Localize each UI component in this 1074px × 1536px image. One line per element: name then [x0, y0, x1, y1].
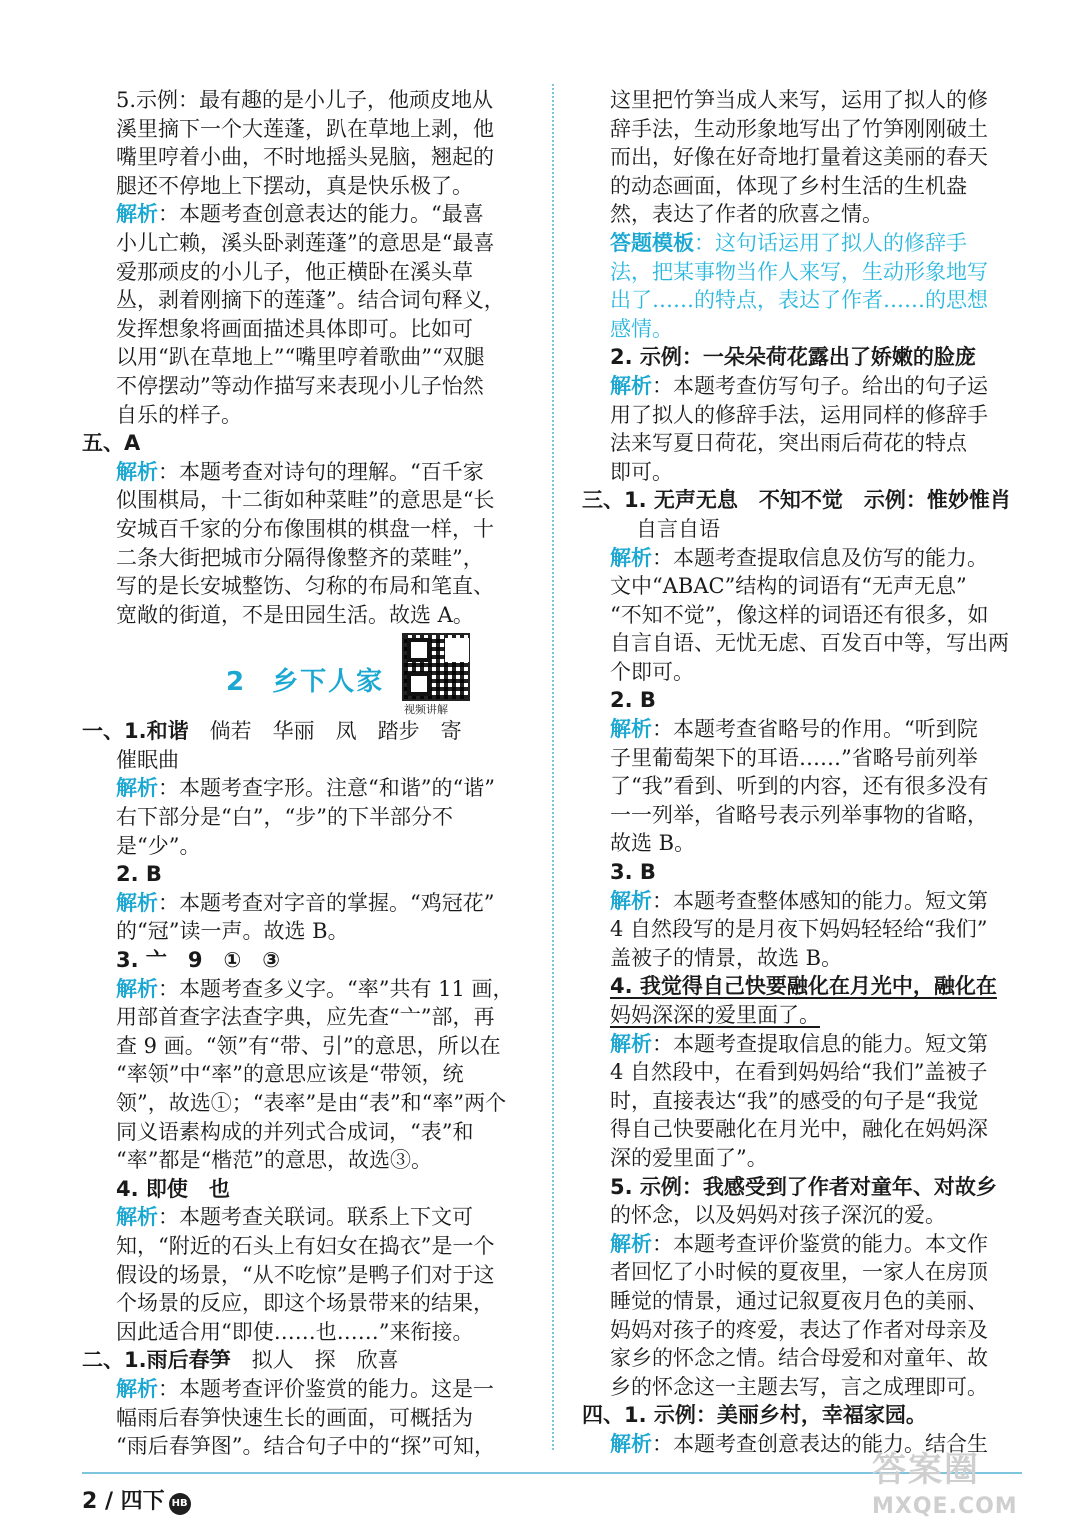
- text-line: [610, 343, 1020, 372]
- text-line: [610, 286, 1020, 315]
- watermark-url: MXQE.COM: [872, 1494, 1018, 1519]
- text-line: [82, 1203, 530, 1232]
- line-text: ：本题考查提取信息的能力。短文第: [652, 1031, 988, 1056]
- text-line: [82, 343, 530, 372]
- text-line: [82, 1432, 530, 1461]
- text-line: [82, 1232, 530, 1261]
- text-line: [610, 1373, 1020, 1402]
- text-line: [610, 1115, 1020, 1144]
- text-line: [82, 1289, 530, 1318]
- line-text: “不知不觉”，像这样的词语还有很多，如: [610, 602, 989, 627]
- analysis-label: 解析: [610, 545, 652, 570]
- line-text: 4 自然段中，在看到妈妈给“我们”盖被子: [610, 1060, 988, 1085]
- qr-caption: 视频讲解: [404, 703, 448, 717]
- text-line: [82, 1118, 530, 1147]
- line-text: 因此适合用“即使……也……”来衔接。: [116, 1319, 474, 1344]
- line-text: 2. B: [116, 862, 162, 887]
- line-text: 一、1.和谐: [82, 719, 189, 744]
- line-text: 嘴里哼着小曲，不时地摇头晃脑，翘起的: [116, 145, 494, 170]
- line-text: 腿还不停地上下摆动，真是快乐极了。: [116, 173, 473, 198]
- line-text: 以用“趴在草地上”“嘴里哼着歌曲”“双腿: [116, 345, 485, 370]
- text-line: [610, 772, 1020, 801]
- page-label: 2 / 四下: [82, 1489, 165, 1514]
- lesson-name: 乡下人家: [272, 667, 385, 698]
- line-text: 妈妈深深的爱里面了。: [610, 1003, 820, 1027]
- line-text: ：本题考查评价鉴赏的能力。本文作: [652, 1231, 988, 1256]
- line-text: 3. 亠 9 ① ③: [116, 948, 281, 973]
- text-line: [82, 286, 530, 315]
- text-line: [82, 315, 530, 344]
- text-line: [82, 889, 530, 918]
- line-text: 幅雨后春笋快速生长的画面，可概括为: [116, 1405, 473, 1430]
- text-line: [610, 858, 1020, 887]
- right-answers: [582, 86, 1020, 1459]
- text-line: [82, 1089, 530, 1118]
- analysis-label: 解析: [610, 1431, 652, 1456]
- line-text: 家乡的怀念之情。结合母爱和对童年、故: [610, 1346, 988, 1371]
- analysis-label: 解析: [610, 1031, 652, 1056]
- text-line: [82, 544, 530, 573]
- text-line: [610, 401, 1020, 430]
- line-text: ：本题考查对诗句的理解。“百千家: [158, 459, 484, 484]
- line-text: 了“我”看到、听到的内容，还有很多没有: [610, 774, 989, 799]
- line-text: 4 自然段写的是月夜下妈妈轻轻给“我们”: [610, 917, 988, 942]
- text-line: [610, 200, 1020, 229]
- line-text: 出了……的特点，表达了作者……的思想: [610, 288, 988, 313]
- line-text: 者回忆了小时候的夏夜里，一家人在房顶: [610, 1260, 988, 1285]
- qr-code-icon[interactable]: [402, 633, 470, 701]
- analysis-label: 解析: [610, 717, 652, 742]
- line-text: 小儿亡赖，溪头卧剥莲蓬”的意思是“最喜: [116, 230, 495, 255]
- text-line: [82, 1060, 530, 1089]
- text-line: [610, 229, 1020, 258]
- line-text: 5. 示例：我感受到了作者对童年、对故乡: [610, 1174, 997, 1199]
- left-column: [82, 86, 530, 1461]
- text-line: [582, 1401, 1020, 1430]
- analysis-label: 解析: [610, 888, 652, 913]
- analysis-label: 答题模板: [610, 230, 694, 255]
- line-text: ：本题考查关联词。联系上下文可: [158, 1205, 473, 1230]
- text-line: [82, 860, 530, 889]
- text-line: [82, 258, 530, 287]
- text-line: [82, 946, 530, 975]
- line-text: 爱那顽皮的小儿子，他正横卧在溪头草: [116, 259, 473, 284]
- analysis-label: 解析: [116, 1376, 158, 1401]
- text-line: [610, 1287, 1020, 1316]
- line-text: ：本题考查创意表达的能力。结合生: [652, 1431, 988, 1456]
- line-text: 溪里摘下一个大莲蓬，趴在草地上剥，他: [116, 116, 494, 141]
- line-text: ：这句话运用了拟人的修辞手: [694, 230, 967, 255]
- line-text: 的动态画面，体现了乡村生活的生机盎: [610, 173, 967, 198]
- line-text: 催眠曲: [116, 747, 179, 772]
- analysis-label: 解析: [116, 890, 158, 915]
- line-text: 写的是长安城整饬、匀称的布局和笔直、: [116, 574, 494, 599]
- line-text: “雨后春笋图”。结合句子中的“探”可知，: [116, 1434, 495, 1459]
- line-text: 一一列举，省略号表示列举事物的省略，: [610, 802, 988, 827]
- line-text: 法，把某事物当作人来写，生动形象地写: [610, 259, 988, 284]
- text-line: [82, 832, 530, 861]
- line-text: ：本题考查创意表达的能力。“最喜: [158, 202, 484, 227]
- line-text: 自言自语、无忧无虑、百发百中等，写出两: [610, 631, 1009, 656]
- line-text: 妈妈对孩子的疼爱，表达了作者对母亲及: [610, 1317, 988, 1342]
- line-text: 同义语素构成的并列式合成词，“表”和: [116, 1119, 474, 1144]
- text-line: [610, 1316, 1020, 1345]
- text-line: [82, 1375, 530, 1404]
- text-line: [610, 887, 1020, 916]
- line-text: ：本题考查评价鉴赏的能力。这是一: [158, 1376, 494, 1401]
- analysis-label: 解析: [116, 459, 158, 484]
- text-line: [610, 372, 1020, 401]
- line-text: 发挥想象将画面描述具体即可。比如可: [116, 316, 473, 341]
- text-line: [82, 143, 530, 172]
- line-text: 右下部分是“白”，“步”的下半部分不: [116, 805, 453, 830]
- line-text: 即可。: [610, 459, 673, 484]
- text-line: [82, 429, 530, 458]
- text-line: [82, 86, 530, 115]
- page-number: [82, 1484, 191, 1515]
- left-answers-part1: [82, 86, 530, 629]
- text-line: [82, 717, 530, 746]
- text-line: [610, 544, 1020, 573]
- analysis-label: 解析: [610, 1231, 652, 1256]
- analysis-label: 解析: [116, 976, 158, 1001]
- line-text: 个即可。: [610, 659, 694, 684]
- text-line: [82, 746, 530, 775]
- line-text: 似围棋局，十二街如种菜畦”的意思是“长: [116, 488, 495, 513]
- text-line: [610, 1230, 1020, 1259]
- right-column: [582, 86, 1020, 1459]
- line-text: “率”都是“楷范”的意思，故选③。: [116, 1148, 432, 1173]
- text-line: [610, 658, 1020, 687]
- text-line: [610, 458, 1020, 487]
- text-line: [82, 401, 530, 430]
- line-text: 知，“附近的石头上有妇女在捣衣”是一个: [116, 1233, 495, 1258]
- line-text: 二条大街把城市分隔得像整齐的菜畦”，: [116, 545, 484, 570]
- text-line: [610, 1173, 1020, 1202]
- line-text: 三、1. 无声无息 不知不觉 示例：惟妙惟肖: [582, 488, 1011, 513]
- lesson-heading: [82, 631, 530, 717]
- text-line: [610, 172, 1020, 201]
- text-line: [610, 629, 1020, 658]
- line-text: ：本题考查多义字。“率”共有 11 画，: [158, 976, 514, 1001]
- text-line: [82, 172, 530, 201]
- text-line: [610, 1030, 1020, 1059]
- line-text: 五、A: [82, 431, 141, 456]
- text-line: [610, 1144, 1020, 1173]
- text-line: [610, 1201, 1020, 1230]
- line-text: ：本题考查省略号的作用。“听到院: [652, 717, 978, 742]
- left-answers-part2: [82, 717, 530, 1460]
- line-text: 2. 示例：一朵朵荷花露出了娇嫩的脸庞: [610, 345, 976, 370]
- line-text: 安城百千家的分布像围棋的棋盘一样，十: [116, 516, 494, 541]
- line-text: 自言自语: [636, 516, 720, 541]
- text-line: [610, 801, 1020, 830]
- analysis-label: 解析: [116, 202, 158, 227]
- line-text: 的怀念，以及妈妈对孩子深沉的爱。: [610, 1203, 946, 1228]
- column-divider: [552, 84, 554, 1450]
- text-line: [82, 572, 530, 601]
- line-text: 不停摆动”等动作描写来表现小儿子怡然: [116, 373, 484, 398]
- line-text: 二、1.雨后春笋: [82, 1348, 231, 1373]
- line-text: ：本题考查提取信息及仿写的能力。: [652, 545, 988, 570]
- line-text: ：本题考查仿写句子。给出的句子运: [652, 373, 988, 398]
- text-line: [82, 1032, 530, 1061]
- text-line: [610, 686, 1020, 715]
- line-text: 个场景的反应，即这个场景带来的结果，: [116, 1291, 494, 1316]
- text-line: [82, 115, 530, 144]
- line-text: 得自己快要融化在月光中，融化在妈妈深: [610, 1117, 988, 1142]
- line-text: 是“少”。: [116, 833, 201, 858]
- line-text: 盖被子的情景，故选 B。: [610, 945, 843, 970]
- line-text: 5.示例：最有趣的是小儿子，他顽皮地从: [116, 88, 494, 112]
- analysis-label: 解析: [116, 776, 158, 801]
- line-text-rest: 倘若 华丽 凤 踏步 寄: [188, 719, 462, 744]
- line-text: 四、1. 示例：美丽乡村，幸福家园。: [582, 1403, 927, 1428]
- text-line: [610, 1058, 1020, 1087]
- line-text: 时，直接表达“我”的感受的句子是“我觉: [610, 1088, 979, 1113]
- line-text: 而出，好像在好奇地打量着这美丽的春天: [610, 145, 988, 170]
- text-line: [82, 975, 530, 1004]
- line-text: 法来写夏日荷花，突出雨后荷花的特点: [610, 431, 967, 456]
- text-line: [82, 917, 530, 946]
- text-line: [610, 601, 1020, 630]
- line-text: 故选 B。: [610, 831, 696, 856]
- text-line: [82, 229, 530, 258]
- text-line: [610, 1087, 1020, 1116]
- line-text: 用了拟人的修辞手法，运用同样的修辞手: [610, 402, 988, 427]
- text-line: [610, 715, 1020, 744]
- line-text: 4. 即使 也: [116, 1176, 230, 1201]
- text-line: [82, 803, 530, 832]
- line-text: 丛，剥着刚摘下的莲蓬”。结合词句释义，: [116, 288, 505, 313]
- text-line: [610, 1258, 1020, 1287]
- text-line: [82, 372, 530, 401]
- text-line: [610, 972, 1020, 1001]
- edition-badge-icon: HB: [169, 1493, 191, 1515]
- line-text: 3. B: [610, 860, 656, 885]
- line-text: 这里把竹笋当成人来写，运用了拟人的修: [610, 88, 988, 112]
- text-line: [82, 601, 530, 630]
- text-line: [82, 200, 530, 229]
- text-line: [82, 1146, 530, 1175]
- line-text: ：本题考查整体感知的能力。短文第: [652, 888, 988, 913]
- line-text: 睡觉的情景，通过记叙夏夜月色的美丽、: [610, 1288, 988, 1313]
- text-line: [82, 515, 530, 544]
- text-line: [82, 1346, 530, 1375]
- text-line: [610, 86, 1020, 115]
- text-line: [610, 258, 1020, 287]
- text-line: [610, 944, 1020, 973]
- text-line: [82, 486, 530, 515]
- text-line: [82, 1261, 530, 1290]
- line-text: 文中“ABAC”结构的词语有“无声无息”: [610, 574, 967, 599]
- line-text: 子里葡萄架下的耳语……”省略号前列举: [610, 745, 978, 770]
- text-line: [610, 515, 1020, 544]
- text-line: [610, 315, 1020, 344]
- watermark-logo: [872, 1448, 1022, 1532]
- line-text: ：本题考查对字音的掌握。“鸡冠花”: [158, 890, 495, 915]
- text-line: [610, 143, 1020, 172]
- text-line: [82, 1318, 530, 1347]
- analysis-label: 解析: [116, 1205, 158, 1230]
- text-line: [610, 744, 1020, 773]
- line-text: 自乐的样子。: [116, 402, 242, 427]
- line-text: 用部首查字法查字典，应先查“亠”部，再: [116, 1005, 495, 1030]
- analysis-label: 解析: [610, 373, 652, 398]
- text-line: [610, 1001, 1020, 1030]
- text-line: [582, 486, 1020, 515]
- lesson-number: 2: [226, 667, 247, 698]
- text-line: [610, 429, 1020, 458]
- line-text: 乡的怀念这一主题去写，言之成理即可。: [610, 1374, 988, 1399]
- line-text: 然，表达了作者的欣喜之情。: [610, 202, 883, 227]
- text-line: [82, 458, 530, 487]
- line-text: 领”，故选①；“表率”是由“表”和“率”两个: [116, 1091, 507, 1115]
- text-line: [610, 829, 1020, 858]
- text-line: [82, 1175, 530, 1204]
- text-line: [610, 1344, 1020, 1373]
- text-line: [610, 572, 1020, 601]
- line-text: ：本题考查字形。注意“和谐”的“谐”: [158, 776, 495, 801]
- watermark-text: 答案圈: [872, 1450, 980, 1490]
- line-text: 辞手法，生动形象地写出了竹笋刚刚破土: [610, 116, 988, 141]
- line-text: 感情。: [610, 316, 673, 341]
- line-text: 宽敞的街道，不是田园生活。故选 A。: [116, 602, 474, 627]
- line-text: 的“冠”读一声。故选 B。: [116, 919, 349, 944]
- text-line: [610, 915, 1020, 944]
- line-text: 查 9 画。“领”有“带、引”的意思，所以在: [116, 1033, 501, 1058]
- text-line: [82, 1003, 530, 1032]
- line-text: 4. 我觉得自己快要融化在月光中，融化在: [610, 974, 997, 999]
- text-line: [82, 1404, 530, 1433]
- text-line: [82, 774, 530, 803]
- text-line: [610, 115, 1020, 144]
- line-text: “率领”中“率”的意思应该是“带领，统: [116, 1062, 464, 1087]
- line-text: 假设的场景，“从不吃惊”是鸭子们对于这: [116, 1262, 495, 1287]
- line-text: 深的爱里面了”。: [610, 1145, 768, 1170]
- line-text: 2. B: [610, 688, 656, 713]
- lesson-title: [226, 661, 384, 698]
- line-text-rest: 拟人 探 欣喜: [230, 1348, 399, 1373]
